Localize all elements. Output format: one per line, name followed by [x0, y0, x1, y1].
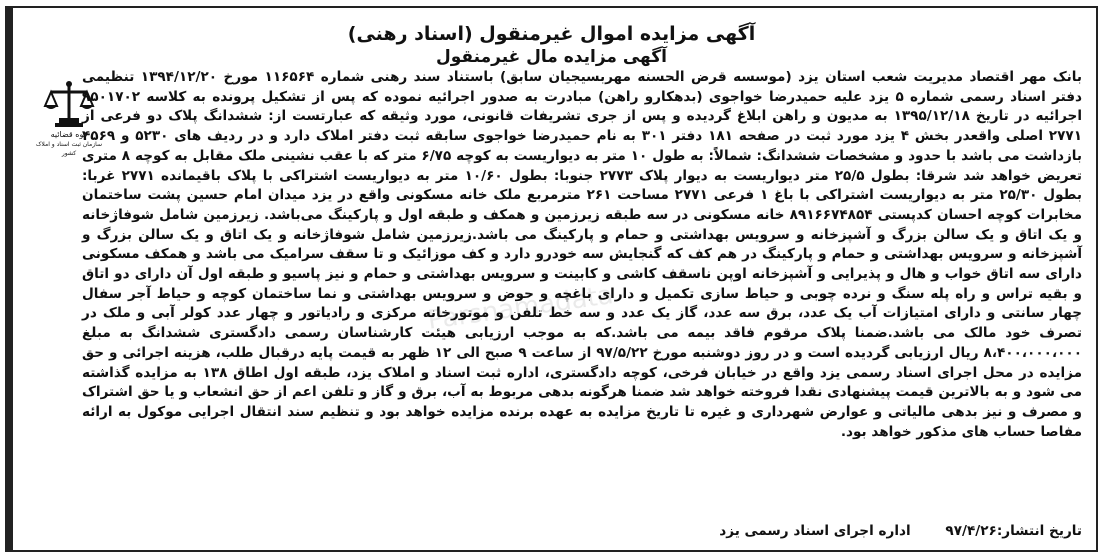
notice-body-paragraph: بانک مهر اقتصاد مدیریت شعب استان یزد (موسسه قرض الحسنه مهربسیجیان سابق) باستناد سند رهنی شماره ۱۱۶۵۶۴ مورخ ۱۳۹۴/۱۲/۲۰ تنظیمی دفتر اسناد رسمی شماره ۵ یزد علیه حمیدرضا خواجوی (بدهکارو راهن) مبادرت به صدور اجرائیه نموده که پس از تشکیل پرونده به کلاسه ۹۵۰۱۷۰۲ اجرائیه در تاریخ ۱۳۹۵/۱۲/۱۸ به مدیون و راهن ابلاغ گردیده و پس از جری تشریفات قانونی، مورد وثیقه که عبارتست از: ششدانگ پلاک دو فرعی از ۲۷۷۱ اصلی واقعدر بخش ۴ یزد مورد ثبت در صفحه ۱۸۱ دفتر ۳۰۱ به نام حمیدرضا خواجوی سابقه ثبت دفتر املاک دارد و در ردیف های ۵۲۳۰ و ۴۵۶۹ بازداشت می باشد با حدود و مشخصات ششدانگ: شمالاً: به طول ۱۰ متر به دیواریست به کوچه ۶/۷۵ متر که با عقب نشینی ملک مقابل به کوچه ۸ متری تعریض خواهد شد شرقا: بطول ۲۵/۵ متر دیواریست به دیوار پلاک ۲۷۷۳ جنوبا: بطول ۱۰/۶۰ متر به دیواریست اشتراکی با پلاک باقیمانده ۲۷۷۱ غربا: بطول ۲۵/۳۰ متر به دیواریست اشتراکی با باغ ۱ فرعی ۲۷۷۱ مساحت ۲۶۱ مترمربع ملک خانه مسکونی واقع در یزد میدان امام حسین پشت ساختمان مخابرات کوچه احسان کدپستی ۸۹۱۶۶۷۴۸۵۴ خانه مسکونی در سه طبقه زیرزمین و همکف و طبقه اول و پارکینگ می‌باشد. زیرزمین شامل شوفاژخانه و یک اتاق و یک سالن بزرگ و آشپزخانه و سرویس بهداشتی و حمام و پارکینگ می باشد.زیرزمین شامل شوفاژخانه و یک اتاق و یک سالن بزرگ و آشپزخانه و سرویس بهداشتی و حمام و پارکینگ در هم کف که گنجایش سه خودرو دارد و کف موزائیک و تا سقف سرامیک می باشد و همکف مسکونی دارای سه اتاق خواب و هال و پذیرایی و آشپزخانه اوپن ناسقف کاشی و کابینت و سرویس بهداشتی و حمام و نیز پاسیو و طبقه اول آن دارای دو اتاق و بقیه تراس و راه پله سنگ و نرده چوبی و حیاط سازی تکمیل و دارای باغچه و حوض و سرویس بهداشتی و نما ساختمان کوچه و حیاط آجر سفال چهار سانتی و دارای امتیازات آب یک عدد، برق سه عدد، گاز یک عدد و سه خط تلفن و موتورخانه مرکزی و رادیاتور و چهار عدد کولر آبی و ملک در تصرف خود مالک می باشد.ضمنا پلاک مرقوم فاقد بیمه می باشد.که به موجب ارزیابی هیئت کارشناسان رسمی دادگستری ششدانگ به مبلغ ۸،۴۰۰،۰۰۰،۰۰۰ ریال ارزیابی گردیده است و در روز دوشنبه مورخ ۹۷/۵/۲۲ از ساعت ۹ صبح الی ۱۲ ظهر به قیمت پایه درقبال طلب، هزینه اجرائی و حق مزایده در محل اجرای اسناد رسمی یزد واقع در خیابان فرخی، کوچه دادگستری، اداره ثبت اسناد و املاک یزد، طبقه اول اطاق ۱۳۸ به مزایده گذاشته می شود و به بالاترین قیمت پیشنهادی نقدا فروخته خواهد شد ضمنا هرگونه بدهی مربوط به آب، برق و گاز و تلفن اعم از حق انشعاب و یا حق اشتراک و مصرف و نیز بدهی مالیاتی و عوارض شهرداری و غیره تا تاریخ مزایده به عهده برنده مزایده خواهد بود و تنظیم سند انتقال اجرایی موکول به ارائه مفاصا حساب های مذکور خواهد بود.: [82, 69, 1083, 440]
emblem-caption-registry: سازمان ثبت اسناد و املاک کشور: [36, 141, 102, 157]
notice-title: آگهی مزایده اموال غیرمنقول (اسناد رهنی): [347, 23, 756, 45]
notice-subtitle: آگهی مزایده مال غیرمنقول: [436, 47, 667, 67]
notice-header: [7, 22, 1096, 68]
publish-date: تاریخ انتشار:۹۷/۴/۲۶: [945, 523, 1082, 539]
emblem-caption-judiciary: قوه قضائیه: [50, 130, 88, 139]
left-border-strip: [7, 8, 13, 550]
issuing-office: اداره اجرای اسناد رسمی یزد: [719, 523, 911, 539]
notice-footer: [82, 523, 1082, 539]
watermark: Parsnamadata: [425, 280, 616, 336]
notice-body: [82, 68, 1082, 442]
notice-frame: [5, 6, 1098, 552]
